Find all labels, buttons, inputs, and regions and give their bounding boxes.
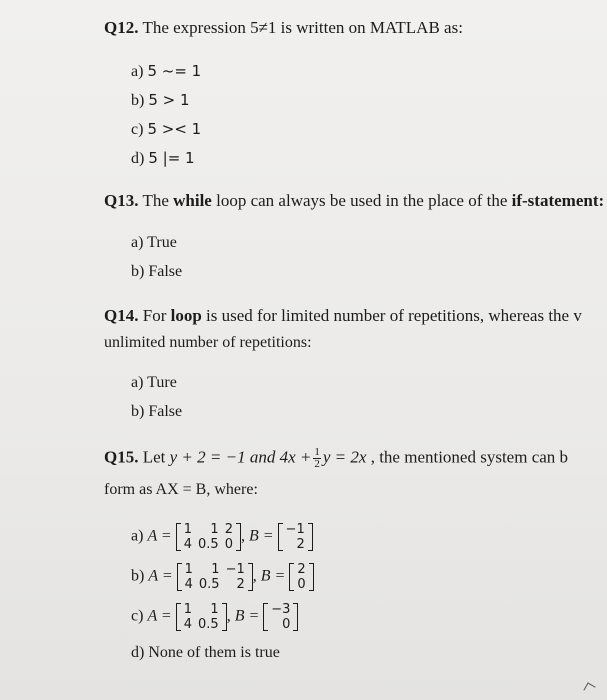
q13-question: [104, 191, 604, 211]
option-letter: b): [131, 263, 145, 280]
matrix-row: [283, 537, 308, 552]
q13-keyword-if: if-statement:: [511, 191, 605, 210]
q12-text: The expression 5≠1 is written on MATLAB as:: [142, 18, 463, 37]
option-text: 5 >< 1: [147, 120, 202, 138]
q14-option-a[interactable]: [131, 374, 177, 392]
option-text: 5 > 1: [148, 91, 190, 109]
q15-equation-2-post: y = 2x: [322, 447, 367, 467]
matrix-b-label: B =: [260, 567, 286, 585]
matrix-cell: 2: [296, 537, 305, 552]
option-text: 5 |= 1: [148, 149, 195, 167]
q15-and: and: [245, 447, 280, 467]
q14-text-line2: unlimited number of repetitions:: [104, 334, 312, 351]
matrix-row: [294, 577, 308, 592]
q14-question: [104, 306, 582, 326]
matrix-cell: 1: [183, 522, 192, 537]
q13-text-pre: The: [142, 191, 174, 210]
q13-number: Q13.: [104, 191, 139, 210]
matrix-a-label: A =: [148, 567, 173, 585]
q12-option-a[interactable]: [131, 62, 201, 81]
matrix-row: [181, 537, 236, 552]
matrix-row: [283, 522, 308, 537]
matrix-row: [182, 577, 248, 592]
matrix-cell: 0: [297, 577, 306, 592]
matrix-cell: 2: [236, 577, 245, 592]
option-text: 5 ~= 1: [147, 62, 202, 80]
q15-number: Q15.: [104, 447, 139, 467]
option-letter: c): [131, 607, 144, 625]
matrix-a-label: A =: [147, 607, 172, 625]
matrix-a: [176, 522, 241, 552]
q15-question: [104, 447, 568, 470]
matrix-row: [294, 562, 308, 577]
matrix-cell: 1: [210, 522, 219, 537]
half-fraction: [313, 447, 321, 470]
q12-number: Q12.: [104, 18, 139, 37]
q15-option-a[interactable]: [131, 522, 313, 552]
q12-option-c[interactable]: [131, 120, 201, 139]
matrix-cell: 0: [224, 537, 233, 552]
q15-text-line2: form as AX = B, where:: [104, 481, 258, 498]
q13-option-a[interactable]: [131, 234, 177, 252]
matrix-a-label: A =: [147, 527, 172, 545]
matrix-cell: 0.5: [198, 617, 219, 632]
matrix-row: [268, 617, 293, 632]
matrix-cell: 1: [211, 562, 220, 577]
matrix-b-label: B =: [248, 527, 274, 545]
matrix-cell: 2: [224, 522, 233, 537]
matrix-cell: 4: [183, 537, 192, 552]
option-letter: a): [131, 374, 144, 391]
q13-text-mid: loop can always be used in the place of the: [211, 191, 512, 210]
option-letter: c): [131, 121, 144, 138]
matrix-cell: 4: [183, 617, 192, 632]
comma: ,: [240, 527, 245, 545]
q15-option-b[interactable]: [131, 562, 314, 592]
matrix-cell: −3: [271, 602, 291, 617]
option-text: None of them is true: [148, 644, 280, 661]
matrix-cell: 0.5: [198, 577, 220, 592]
matrix-b: [278, 522, 313, 552]
q15-equation-2-pre: 4x +: [279, 447, 312, 467]
matrix-cell: 1: [210, 602, 219, 617]
matrix-row: [181, 522, 236, 537]
q14-option-b[interactable]: [131, 403, 182, 421]
fraction-numerator: 1: [314, 446, 320, 458]
option-text: Ture: [147, 374, 177, 391]
q14-text-pre: For: [142, 306, 171, 325]
q13-keyword-while: while: [173, 191, 212, 210]
matrix-cell: 4: [184, 577, 193, 592]
matrix-a: [176, 602, 227, 632]
matrix-cell: 0.5: [198, 537, 219, 552]
option-letter: a): [131, 234, 144, 251]
matrix-row: [268, 602, 293, 617]
matrix-cell: 1: [183, 602, 192, 617]
cursor-arrow-icon: [583, 682, 595, 694]
matrix-cell: 0: [282, 617, 291, 632]
q12-option-b[interactable]: [131, 91, 190, 110]
q14-number: Q14.: [104, 306, 139, 325]
option-text: False: [148, 403, 183, 420]
option-letter: b): [131, 567, 145, 585]
q15-text-post: , the mentioned system can b: [366, 447, 569, 467]
option-letter: a): [131, 63, 144, 80]
matrix-a: [177, 562, 253, 592]
q15-equation-1: y + 2 = −1: [169, 447, 246, 467]
q14-keyword-loop: loop: [170, 306, 202, 325]
matrix-row: [182, 562, 248, 577]
fraction-denominator: 2: [314, 458, 320, 470]
q13-option-b[interactable]: [131, 263, 182, 281]
matrix-cell: −1: [225, 562, 245, 577]
matrix-cell: −1: [285, 522, 305, 537]
matrix-b: [263, 602, 298, 632]
matrix-cell: 2: [297, 562, 306, 577]
q15-option-d[interactable]: [131, 644, 280, 662]
q15-option-c[interactable]: [131, 602, 298, 632]
q12-question: [104, 18, 463, 38]
comma: ,: [252, 567, 257, 585]
option-letter: b): [131, 403, 145, 420]
matrix-cell: 1: [184, 562, 193, 577]
option-letter: d): [131, 644, 145, 661]
option-letter: a): [131, 527, 144, 545]
option-text: True: [147, 234, 177, 251]
matrix-b: [289, 562, 313, 592]
option-letter: d): [131, 150, 145, 167]
matrix-b-label: B =: [234, 607, 260, 625]
option-text: False: [148, 263, 183, 280]
q12-option-d[interactable]: [131, 149, 195, 168]
comma: ,: [226, 607, 231, 625]
q15-text-let: Let: [142, 447, 170, 467]
option-letter: b): [131, 92, 145, 109]
matrix-row: [181, 617, 222, 632]
matrix-row: [181, 602, 222, 617]
q14-text-post: is used for limited number of repetitions, whereas the v: [201, 306, 582, 325]
